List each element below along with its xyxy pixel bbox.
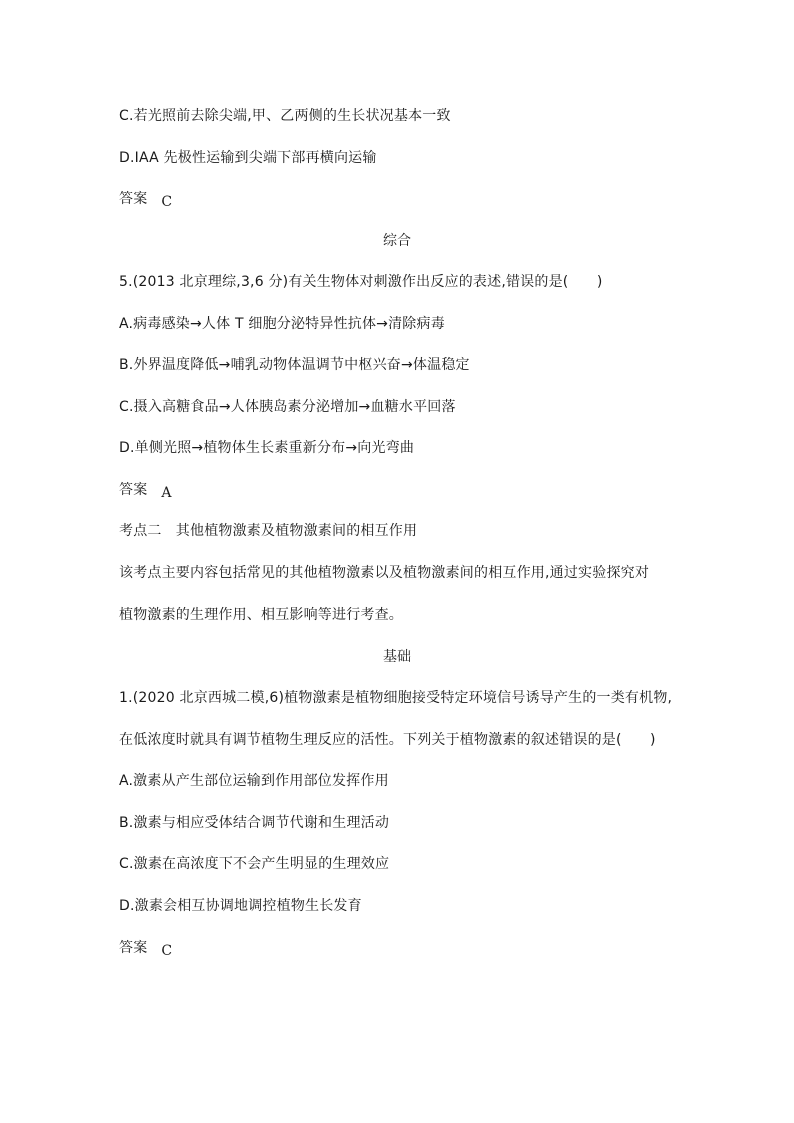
q4-answer (119, 189, 172, 209)
answer-label: 答案 (119, 940, 148, 956)
q5-option-d: D.单侧光照→植物体生长素重新分布→向光弯曲 (119, 440, 415, 456)
q1-option-b: B.激素与相应受体结合调节代谢和生理活动 (119, 815, 390, 831)
q5-option-b: B.外界温度降低→哺乳动物体温调节中枢兴奋→体温稳定 (119, 357, 470, 373)
q5-option-c: C.摄入高糖食品→人体胰岛素分泌增加→血糖水平回落 (119, 399, 456, 415)
answer-value: C (161, 943, 173, 959)
q4-option-c: C.若光照前去除尖端,甲、乙两侧的生长状况基本一致 (119, 108, 451, 124)
answer-label: 答案 (119, 191, 148, 207)
section-heading-zonghe: 综合 (383, 233, 411, 249)
q1-option-c: C.激素在高浓度下不会产生明显的生理效应 (119, 856, 390, 872)
q1-stem-line1: 1.(2020 北京西城二模,6)植物激素是植物细胞接受特定环境信号诱导产生的一类有机物, (119, 690, 673, 706)
q5-stem: 5.(2013 北京理综,3,6 分)有关生物体对刺激作出反应的表述,错误的是( ) (119, 274, 603, 290)
answer-value: A (161, 485, 172, 501)
answer-value: C (161, 194, 173, 210)
q5-answer (119, 480, 172, 500)
q5-option-a: A.病毒感染→人体 T 细胞分泌特异性抗体→清除病毒 (119, 316, 445, 332)
q1-answer (119, 938, 172, 958)
kaodian-desc-line2: 植物激素的生理作用、相互影响等进行考查。 (119, 607, 403, 623)
q1-option-d: D.激素会相互协调地调控植物生长发育 (119, 898, 362, 914)
kaodian-desc-line1: 该考点主要内容包括常见的其他植物激素以及植物激素间的相互作用,通过实验探究对 (119, 565, 650, 581)
q4-option-d: D.IAA 先极性运输到尖端下部再横向运输 (119, 150, 377, 166)
answer-label: 答案 (119, 482, 148, 498)
q1-stem-line2: 在低浓度时就具有调节植物生理反应的活性。下列关于植物激素的叙述错误的是( ) (119, 732, 656, 748)
section-heading-jichu: 基础 (383, 649, 411, 665)
q1-option-a: A.激素从产生部位运输到作用部位发挥作用 (119, 773, 389, 789)
kaodian-title: 考点二 其他植物激素及植物激素间的相互作用 (119, 523, 418, 539)
